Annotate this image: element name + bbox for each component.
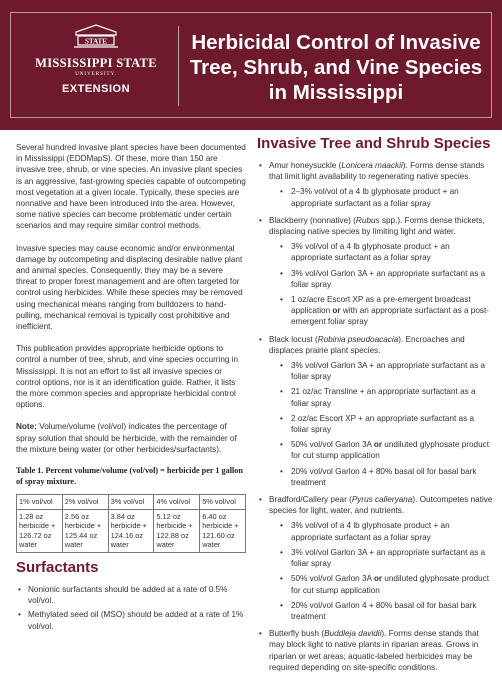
species-black-locust: • Black locust (Robinia pseudoacacia). Encroaches and displaces prairie plant species. • 3% vol/vol Garlon 3A + an appropriate surfactant as a foliar spray • 21 oz/ac Transline + an appropriate surfactant as a foliar spray • 2 oz/ac Escort XP + an appropriate surfactant as a foliar spray • 50% vol/vol Garlon 3A or undiluted glyphosate product for cut stump application • 20% vol/vol Garlon 4 + 80% basal oil for basal bark treatment xyxy=(257,334,493,488)
list-item: • 3% vol/vol Garlon 3A + an appropriate surfactant as a foliar spray xyxy=(269,268,493,290)
list-item: • Nonionic surfactants should be added at a rate of 0.5% vol/vol. xyxy=(16,584,246,606)
table-cell: 3.84 oz herbicide + 124.16 oz water xyxy=(108,509,154,552)
list-item: • 3% vol/vol Garlon 3A + an appropriate surfactant as a foliar spray xyxy=(269,360,493,382)
list-item: • 20% vol/vol Garlon 4 + 80% basal oil for basal bark treatment xyxy=(269,600,493,622)
list-item: • 3% vol/vol of a 4 lb glyphosate product + an appropriate surfactant as a foliar spray xyxy=(269,241,493,263)
table-header-cell: 3% vol/vol xyxy=(108,495,154,510)
intro-paragraph-2: Invasive species may cause economic and/or environmental damage by outcompeting and displacing desirable native plant and animal species. Consequently, they may be a severe threat to proper forest management and are often targeted for control using herbicides. While these species may be removed using mechanical means ranging from bulldozers to hand-pulling, mechanical removal is typically cost prohibitive and inefficient. xyxy=(16,243,243,332)
state-emblem-icon xyxy=(66,24,126,50)
table-cell: 1.28 oz herbicide + 126.72 oz water xyxy=(17,509,63,552)
list-item: • 2 oz/ac Escort XP + an appropriate surfactant as a foliar spray xyxy=(269,413,493,435)
species-blackberry: • Blackberry (nonnative) (Rubus spp.). Forms dense thickets, displacing native species by limiting light and water. • 3% vol/vol of a 4 lb glyphosate product + an appropriate surfactant as a foliar spray • 3% vol/vol Garlon 3A + an appropriate surfactant as a foliar spray • 1 oz/acre Escort XP as a pre-emergent broadcast application or with an appropriate surfactant as a post-emergent foliar spray xyxy=(257,215,493,328)
table-cell: 5.12 oz herbicide + 122.88 oz water xyxy=(154,509,200,552)
table-header-cell: 2% vol/vol xyxy=(62,495,108,510)
species-honeysuckle: • Amur honeysuckle (Lonicera maackii). Forms dense stands that limit light availability to regenerating native species. • 2–3% vol/vol of a 4 lb glyphosate product + an appropriate surfactant as a foliar spray xyxy=(257,160,493,209)
intro-paragraph-3: This publication provides appropriate herbicide options to control a number of tree, shrub, and vine species occurring in Mississippi. It is not an effort to list all invasive species or control options, nor is it an identification guide. Rather, it lists the more common species and appropriate herbicidal control options. xyxy=(16,344,239,410)
msu-extension-logo xyxy=(26,24,166,110)
note-paragraph xyxy=(16,421,246,455)
header-divider xyxy=(178,26,179,106)
table-row xyxy=(17,509,246,552)
list-item: • 50% vol/vol Garlon 3A or undiluted glyphosate product for cut stump application xyxy=(269,573,493,595)
list-item: • 1 oz/acre Escort XP as a pre-emergent broadcast application or with an appropriate surfactant as a post-emergent foliar spray xyxy=(269,294,493,328)
table-header-cell: 4% vol/vol xyxy=(154,495,200,510)
left-column xyxy=(16,142,246,553)
table-header-cell: 5% vol/vol xyxy=(200,495,246,510)
right-column xyxy=(257,134,493,679)
species-butterfly-bush: • Butterfly bush (Buddleja davidii). Forms dense stands that may block light to native plants in riparian areas. Grows in riparian or wet areas; aquatic-labeled herbicides may be required depending on site-specific conditions. xyxy=(257,628,493,673)
surfactants-heading: Surfactants xyxy=(16,559,99,576)
table-cell: 2.56 oz herbicide + 125.44 oz water xyxy=(62,509,108,552)
list-item: • 20% vol/vol Garlon 4 + 80% basal oil for basal bark treatment xyxy=(269,466,493,488)
list-item: • 2–3% vol/vol of a 4 lb glyphosate product + an appropriate surfactant as a foliar spray xyxy=(269,186,493,208)
intro-paragraph-1: Several hundred invasive plant species have been documented in Mississippi (EDDMapS). Of these, more than 150 are invasive tree, shrub, or vine species. An invasive plant species is an aggressive, fast-growing species capable of outcompeting most vegetation at a given locale. Typically, these species are nonnative and have been introduced into the area. However, some native species can become problematic under certain scenarios and may require similar control methods. xyxy=(16,143,246,231)
note-label: Note: xyxy=(16,422,37,432)
species-heading: Invasive Tree and Shrub Species xyxy=(257,135,491,152)
list-item: • 21 oz/ac Transline + an appropriate surfactant as a foliar spray xyxy=(269,386,493,408)
table-cell: 6.40 oz herbicide + 121.60 oz water xyxy=(200,509,246,552)
species-callery-pear: • Bradford/Callery pear (Pyrus calleryana). Outcompetes native species for light, water, and nutrients. • 3% vol/vol of a 4 lb glyphosate product + an appropriate surfactant as a foliar spray • 3% vol/vol Garlon 3A + an appropriate surfactant as a foliar spray • 50% vol/vol Garlon 3A or undiluted glyphosate product for cut stump application • 20% vol/vol Garlon 4 + 80% basal oil for basal bark treatment xyxy=(257,494,493,622)
list-item: • 50% vol/vol Garlon 3A or undiluted glyphosate product for cut stump application xyxy=(269,439,493,461)
surfactants-section xyxy=(16,558,246,635)
logo-subtitle: UNIVERSITY. xyxy=(75,72,117,77)
note-text: Volume/volume (vol/vol) indicates the percentage of spray solution that should be herbicide, with the remainder of the mixture being water (or other herbicides/surfactants). xyxy=(16,422,237,454)
table-header-cell: 1% vol/vol xyxy=(17,495,63,510)
svg-text:STATE: STATE xyxy=(85,37,107,46)
logo-extension: EXTENSION xyxy=(61,83,131,95)
list-item: • 3% vol/vol Garlon 3A + an appropriate surfactant as a foliar spray xyxy=(269,547,493,569)
table-caption: Table 1. Percent volume/volume (vol/vol) = herbicide per 1 gallon of spray mixture. xyxy=(16,466,243,486)
list-item: • Methylated seed oil (MSO) should be added at a rate of 1% vol/vol. xyxy=(16,609,246,631)
spray-table xyxy=(16,494,246,553)
header-banner xyxy=(0,0,502,130)
logo-name: MISSISSIPPI STATE xyxy=(35,56,157,70)
table-header-row xyxy=(17,495,246,510)
list-item: • 3% vol/vol of a 4 lb glyphosate product + an appropriate surfactant as a foliar spray xyxy=(269,520,493,542)
page-title: Herbicidal Control of Invasive Tree, Shrub, and Vine Species in Mississippi xyxy=(189,31,483,104)
